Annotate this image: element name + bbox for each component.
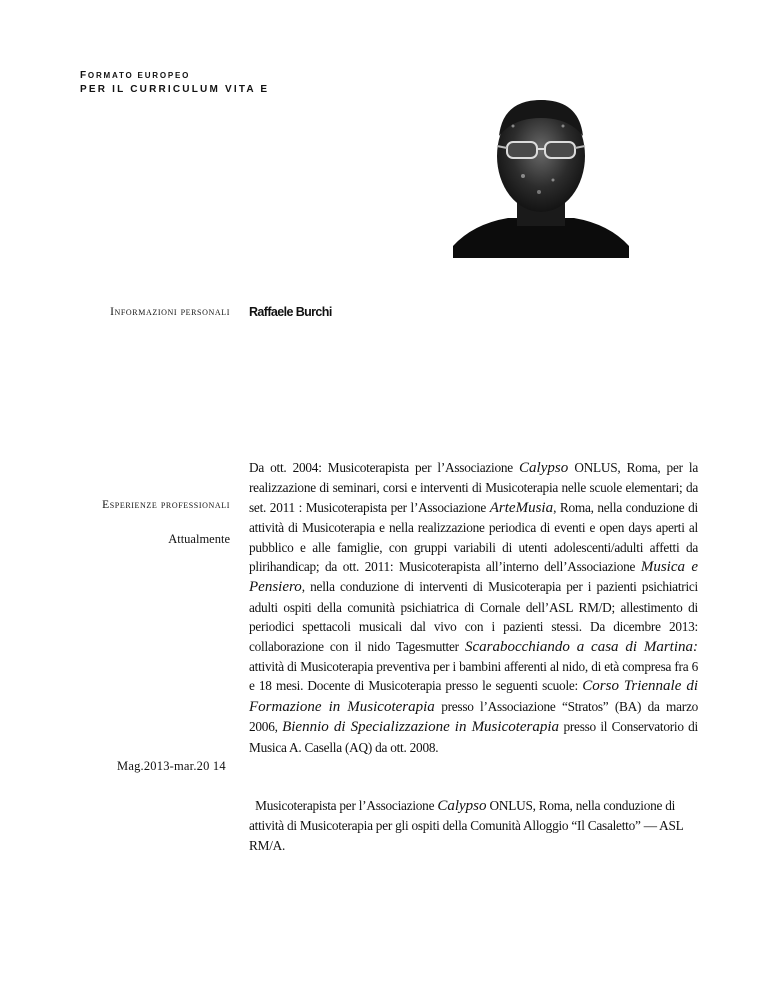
text-segment: presso il Conservatorio di Musica A. Casella (AQ) da ott. 2008. xyxy=(249,719,698,755)
period2-label: Mag.2013-mar.20 14 xyxy=(117,759,226,773)
italic-segment: ArteMusia xyxy=(489,499,554,516)
italic-segment: Biennio di Specializzazione in Musicoterapia xyxy=(282,719,560,736)
period2-experience-text xyxy=(249,796,698,855)
text-segment: , Roma, nella conduzione di attività di Musicoterapia e nella realizzazione periodica di eventi e open days aperti al pubblico e alle famiglie, con gruppi variabili di utenti adolescenti/adulti affetti da plirihandicap; da ott. 2011: Musicoterapista all’interno dell’Associazione xyxy=(249,499,698,575)
text-segment: attività di Musicoterapia preventiva per i bambini afferenti al nido, di età compresa fra 6 e 18 mesi. Docente di Musicoterapia presso le seguenti scuole: xyxy=(249,659,698,694)
italic-segment: Scarabocchiando a casa di Martina: xyxy=(464,638,698,655)
portrait-photo-icon xyxy=(453,96,629,258)
italic-segment: Corso Triennale di Formazione in Musicoterapia xyxy=(249,678,698,715)
italic-segment: Musica e Pensiero xyxy=(249,559,698,596)
text-segment: , nella conduzione di interventi di Musicoterapia per i pazienti psichiatrici adulti ospiti della comunità psichiatrica di Cornale dell’ASL RM/D; allestimento di periodici spettacoli musicali dal vivo con i pazienti stessi. Da dicembre 2013: collaborazione con il nido Tagesmutter xyxy=(249,579,698,654)
person-name: Raffaele Burchi xyxy=(249,305,332,319)
header-format-rest: ORMATO EUROPEO xyxy=(87,71,191,80)
portrait-photo xyxy=(453,96,629,258)
text-segment: ONLUS, Roma, per la realizzazione di seminari, corsi e interventi di Musicoterapia nelle scuole elementari; da set. 2011 : Musicoterapista per l’Associazione xyxy=(249,460,699,515)
text-segment: Da ott. 2004: Musicoterapista per l’Associazione xyxy=(249,460,520,475)
header-format-line xyxy=(80,70,190,81)
personal-info-label: Informazioni personali xyxy=(110,306,230,318)
experience-section-label: Esperienze professionali xyxy=(102,499,230,511)
header-cv-title: PER IL CURRICULUM VITA E xyxy=(80,84,270,95)
text-segment: presso l’Associazione “Stratos” (BA) da marzo 2006, xyxy=(249,698,698,735)
current-period-label: Attualmente xyxy=(168,532,230,546)
current-experience-text xyxy=(249,458,698,757)
text-segment: Musicoterapista per l’Associazione xyxy=(255,798,438,813)
text-segment: ONLUS, Roma, nella conduzione di attività di Musicoterapia per gli ospiti della Comunità Alloggio “Il Casaletto” — ASL RM/A. xyxy=(249,798,683,853)
header-format-initial: F xyxy=(80,70,88,81)
italic-segment: Calypso xyxy=(519,460,569,476)
italic-segment: Calypso xyxy=(437,798,487,814)
